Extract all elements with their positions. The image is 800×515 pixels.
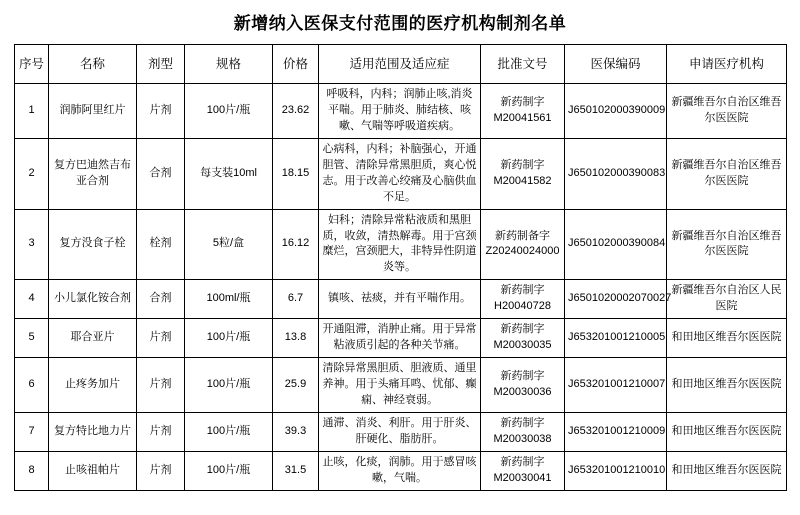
table-row bbox=[15, 209, 787, 280]
cell-approval: 新药制字M20030035 bbox=[481, 319, 565, 358]
table-row bbox=[15, 138, 787, 209]
table-header-row bbox=[15, 45, 787, 84]
cell-approval: 新药制字M20030041 bbox=[481, 451, 565, 490]
cell-org: 新疆维吾尔自治区维吾尔医医院 bbox=[667, 138, 787, 209]
cell-form: 片剂 bbox=[137, 358, 185, 413]
cell-spec: 100片/瓶 bbox=[185, 412, 273, 451]
cell-index: 2 bbox=[15, 138, 49, 209]
cell-index: 3 bbox=[15, 209, 49, 280]
cell-approval: 新药制备字Z20240024000 bbox=[481, 209, 565, 280]
cell-approval: 新药制字M20041582 bbox=[481, 138, 565, 209]
cell-approval: 新药制字M20030036 bbox=[481, 358, 565, 413]
column-header-spec: 规格 bbox=[185, 45, 273, 84]
table-row bbox=[15, 358, 787, 413]
cell-org: 和田地区维吾尔医医院 bbox=[667, 412, 787, 451]
cell-price: 39.3 bbox=[273, 412, 319, 451]
column-header-price: 价格 bbox=[273, 45, 319, 84]
cell-org: 和田地区维吾尔医医院 bbox=[667, 319, 787, 358]
table-row bbox=[15, 319, 787, 358]
cell-name: 止疼务加片 bbox=[49, 358, 137, 413]
cell-approval: 新药制字M20041561 bbox=[481, 84, 565, 139]
cell-index: 5 bbox=[15, 319, 49, 358]
cell-org: 和田地区维吾尔医医院 bbox=[667, 358, 787, 413]
cell-form: 片剂 bbox=[137, 319, 185, 358]
cell-name: 复方特比地力片 bbox=[49, 412, 137, 451]
page-title: 新增纳入医保支付范围的医疗机构制剂名单 bbox=[233, 14, 567, 33]
cell-index: 8 bbox=[15, 451, 49, 490]
cell-price: 16.12 bbox=[273, 209, 319, 280]
cell-form: 合剂 bbox=[137, 280, 185, 319]
table-row bbox=[15, 84, 787, 139]
cell-scope: 止咳，化痰，润肺。用于感冒咳嗽，气喘。 bbox=[319, 451, 481, 490]
cell-spec: 100片/瓶 bbox=[185, 358, 273, 413]
medicine-list-table bbox=[14, 44, 787, 491]
cell-form: 栓剂 bbox=[137, 209, 185, 280]
cell-org: 新疆维吾尔自治区维吾尔医医院 bbox=[667, 209, 787, 280]
table-body bbox=[15, 84, 787, 491]
cell-price: 31.5 bbox=[273, 451, 319, 490]
cell-price: 18.15 bbox=[273, 138, 319, 209]
cell-code: J653201001210005 bbox=[565, 319, 667, 358]
cell-scope: 镇咳、祛痰，并有平喘作用。 bbox=[319, 280, 481, 319]
cell-code: J653201001210010 bbox=[565, 451, 667, 490]
cell-price: 23.62 bbox=[273, 84, 319, 139]
cell-form: 合剂 bbox=[137, 138, 185, 209]
cell-spec: 100片/瓶 bbox=[185, 451, 273, 490]
cell-code: J650102000390009 bbox=[565, 84, 667, 139]
column-header-name: 名称 bbox=[49, 45, 137, 84]
cell-scope: 开通阻滞，消肿止痛。用于异常粘液质引起的各种关节痛。 bbox=[319, 319, 481, 358]
cell-name: 止咳祖帕片 bbox=[49, 451, 137, 490]
cell-name: 小儿氯化铵合剂 bbox=[49, 280, 137, 319]
cell-form: 片剂 bbox=[137, 451, 185, 490]
column-header-scope: 适用范围及适应症 bbox=[319, 45, 481, 84]
cell-price: 13.8 bbox=[273, 319, 319, 358]
cell-form: 片剂 bbox=[137, 412, 185, 451]
cell-index: 4 bbox=[15, 280, 49, 319]
cell-name: 复方没食子栓 bbox=[49, 209, 137, 280]
cell-org: 和田地区维吾尔医医院 bbox=[667, 451, 787, 490]
table-row bbox=[15, 451, 787, 490]
cell-org: 新疆维吾尔自治区维吾尔医医院 bbox=[667, 84, 787, 139]
cell-approval: 新药制字M20030038 bbox=[481, 412, 565, 451]
cell-org: 新疆维吾尔自治区人民医院 bbox=[667, 280, 787, 319]
column-header-index: 序号 bbox=[15, 45, 49, 84]
cell-scope: 呼吸科，内科；润肺止咳,消炎平喘。用于肺炎、肺结核、咳嗽、气喘等呼吸道疾病。 bbox=[319, 84, 481, 139]
cell-price: 25.9 bbox=[273, 358, 319, 413]
cell-approval: 新药制字H20040728 bbox=[481, 280, 565, 319]
cell-code: J650102000390084 bbox=[565, 209, 667, 280]
cell-code: J653201001210009 bbox=[565, 412, 667, 451]
cell-scope: 妇科；清除异常粘液质和黑胆质，收敛，清热解毒。用于宫颈糜烂，宫颈肥大，非特异性阴道炎等。 bbox=[319, 209, 481, 280]
cell-spec: 100片/瓶 bbox=[185, 84, 273, 139]
cell-name: 复方巴迪然吉布亚合剂 bbox=[49, 138, 137, 209]
cell-code: J653201001210007 bbox=[565, 358, 667, 413]
cell-index: 6 bbox=[15, 358, 49, 413]
cell-spec: 每支装10ml bbox=[185, 138, 273, 209]
cell-name: 耶合亚片 bbox=[49, 319, 137, 358]
cell-price: 6.7 bbox=[273, 280, 319, 319]
cell-code: J6501020002070027 bbox=[565, 280, 667, 319]
column-header-code: 医保编码 bbox=[565, 45, 667, 84]
cell-spec: 5粒/盒 bbox=[185, 209, 273, 280]
cell-code: J650102000390083 bbox=[565, 138, 667, 209]
cell-index: 7 bbox=[15, 412, 49, 451]
column-header-org: 申请医疗机构 bbox=[667, 45, 787, 84]
column-header-approval: 批准文号 bbox=[481, 45, 565, 84]
cell-scope: 清除异常黑胆质、胆液质、通里养神。用于头痛耳鸣、忧郁、癫痫、神经衰弱。 bbox=[319, 358, 481, 413]
cell-scope: 通滞、消炎、利肝。用于肝炎、肝硬化、脂肪肝。 bbox=[319, 412, 481, 451]
cell-spec: 100ml/瓶 bbox=[185, 280, 273, 319]
table-row bbox=[15, 412, 787, 451]
cell-spec: 100片/瓶 bbox=[185, 319, 273, 358]
cell-index: 1 bbox=[15, 84, 49, 139]
cell-scope: 心病科，内科；补脑强心，开通胆管、清除异常黑胆质，爽心悦志。用于改善心绞痛及心脑供血不足。 bbox=[319, 138, 481, 209]
cell-name: 润肺阿里红片 bbox=[49, 84, 137, 139]
table-row bbox=[15, 280, 787, 319]
column-header-form: 剂型 bbox=[137, 45, 185, 84]
cell-form: 片剂 bbox=[137, 84, 185, 139]
